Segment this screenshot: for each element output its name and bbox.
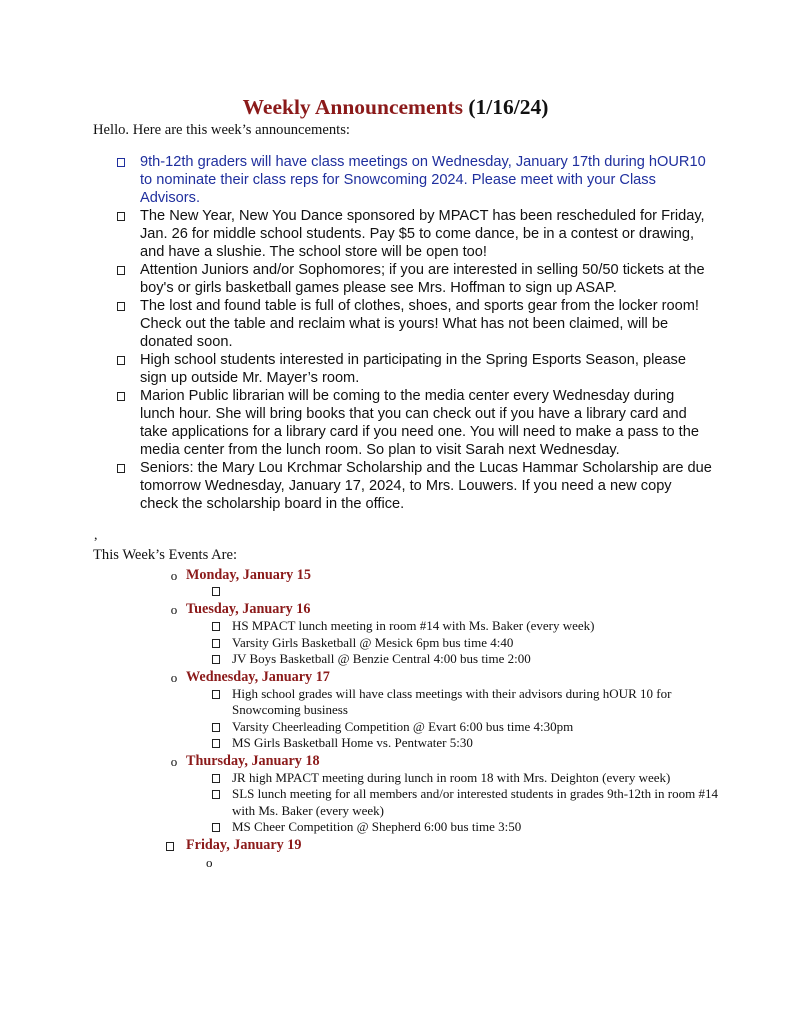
event-item	[162, 819, 722, 836]
events-heading: This Week’s Events Are:	[93, 547, 238, 563]
event-text: MS Girls Basketball Home vs. Pentwater 5:30	[232, 735, 473, 750]
checkbox-bullet-icon	[117, 356, 125, 365]
event-item	[162, 786, 722, 819]
announcement-text: The New Year, New You Dance sponsored by MPACT has been rescheduled for Friday, Jan. 26 for middle school students. Pay $5 to come dance, be in a contest or drawing, and have a slushie. The school store will be open too!	[140, 208, 705, 260]
day-header	[162, 668, 722, 686]
checkbox-bullet-icon	[212, 823, 220, 832]
day-header	[162, 600, 722, 618]
circle-bullet-icon: o	[170, 753, 178, 769]
day-friday	[162, 836, 722, 872]
announcement-item	[113, 459, 713, 513]
day-name: Thursday, January 18	[186, 752, 320, 769]
checkbox-bullet-icon	[212, 639, 220, 648]
event-item	[162, 770, 722, 787]
title-main: Weekly Announcements	[242, 95, 463, 119]
announcement-text: 9th-12th graders will have class meetings on Wednesday, January 17th during hOUR10 to nominate their class reps for Snowcoming 2024. Please meet with your Class Advisors.	[140, 154, 706, 206]
event-item	[162, 651, 722, 668]
event-item	[162, 686, 722, 719]
event-list	[162, 618, 722, 668]
event-list	[162, 770, 722, 836]
checkbox-bullet-icon	[212, 622, 220, 631]
checkbox-bullet-icon	[212, 587, 220, 596]
announcement-item	[113, 261, 713, 297]
event-item	[162, 635, 722, 652]
circle-bullet-icon: o	[206, 854, 213, 870]
announcement-text: Marion Public librarian will be coming to the media center every Wednesday during lunch hour. She will bring books that you can check out if you have a library card and take applications for a library card if you need one. You will need to make a pass to the media center from the lunch room. So plan to visit Sarah next Wednesday.	[140, 388, 699, 458]
stray-comma: ,	[94, 528, 98, 543]
circle-bullet-icon: o	[170, 568, 178, 583]
announcement-item	[113, 351, 713, 387]
day-header	[162, 836, 722, 854]
day-name: Monday, January 15	[186, 567, 311, 583]
checkbox-bullet-icon	[212, 774, 220, 783]
event-item	[162, 719, 722, 736]
day-header	[162, 566, 722, 584]
day-monday	[162, 566, 722, 600]
checkbox-bullet-icon	[212, 690, 220, 699]
announcement-item	[113, 297, 713, 351]
checkbox-bullet-icon	[212, 739, 220, 748]
checkbox-bullet-icon	[117, 392, 125, 401]
empty-event-item	[162, 584, 722, 600]
checkbox-bullet-icon	[117, 158, 125, 167]
day-name: Wednesday, January 17	[186, 668, 330, 685]
event-text: Varsity Girls Basketball @ Mesick 6pm bus time 4:40	[232, 634, 514, 650]
title-date: (1/16/24)	[468, 95, 549, 119]
announcement-text: Seniors: the Mary Lou Krchmar Scholarship and the Lucas Hammar Scholarship are due tomorrow Wednesday, January 17, 2024, to Mrs. Louwers. If you need a new copy check the scholarship board in the office.	[140, 460, 712, 512]
announcement-item	[113, 207, 713, 261]
announcement-text: The lost and found table is full of clothes, shoes, and sports gear from the locker room! Check out the table and reclaim what is yours! What has not been claimed, will be donated soon.	[140, 298, 699, 350]
day-name: Tuesday, January 16	[186, 601, 311, 617]
announcement-item	[113, 387, 713, 459]
checkbox-bullet-icon	[212, 790, 220, 799]
announcement-text: High school students interested in participating in the Spring Esports Season, please sign up outside Mr. Mayer’s room.	[140, 352, 686, 386]
day-tuesday	[162, 600, 722, 668]
checkbox-bullet-icon	[117, 212, 125, 221]
checkbox-bullet-icon	[117, 266, 125, 275]
circle-bullet-icon: o	[170, 669, 178, 685]
checkbox-bullet-icon	[117, 302, 125, 311]
announcement-text: Attention Juniors and/or Sophomores; if you are interested in selling 50/50 tickets at the boy's or girls basketball games please see Mrs. Hoffman to sign up ASAP.	[140, 262, 705, 296]
event-text: JV Boys Basketball @ Benzie Central 4:00 bus time 2:00	[232, 651, 531, 666]
event-text: HS MPACT lunch meeting in room #14 with Ms. Baker (every week)	[232, 618, 595, 633]
day-thursday	[162, 752, 722, 836]
day-name: Friday, January 19	[186, 836, 302, 853]
event-text: SLS lunch meeting for all members and/or interested students in grades 9th-12th in room #14 with Ms. Baker (every week)	[232, 786, 718, 818]
event-list	[162, 686, 722, 752]
announcement-list	[113, 153, 713, 513]
checkbox-bullet-icon	[117, 464, 125, 473]
page-title	[0, 94, 791, 120]
event-item	[162, 735, 722, 752]
checkbox-bullet-icon	[212, 723, 220, 732]
announcement-item	[113, 153, 713, 207]
events-calendar	[162, 566, 722, 872]
event-item	[162, 618, 722, 635]
day-header	[162, 752, 722, 770]
empty-event-item	[162, 854, 722, 872]
circle-bullet-icon: o	[170, 602, 178, 617]
event-text: High school grades will have class meetings with their advisors during hOUR 10 for Snowcoming business	[232, 685, 672, 717]
checkbox-bullet-icon	[212, 655, 220, 664]
event-text: MS Cheer Competition @ Shepherd 6:00 bus time 3:50	[232, 819, 522, 834]
event-text: Varsity Cheerleading Competition @ Evart 6:00 bus time 4:30pm	[232, 718, 574, 734]
day-wednesday	[162, 668, 722, 752]
event-text: JR high MPACT meeting during lunch in room 18 with Mrs. Deighton (every week)	[232, 769, 671, 785]
intro-text: Hello. Here are this week’s announcements:	[93, 122, 350, 138]
